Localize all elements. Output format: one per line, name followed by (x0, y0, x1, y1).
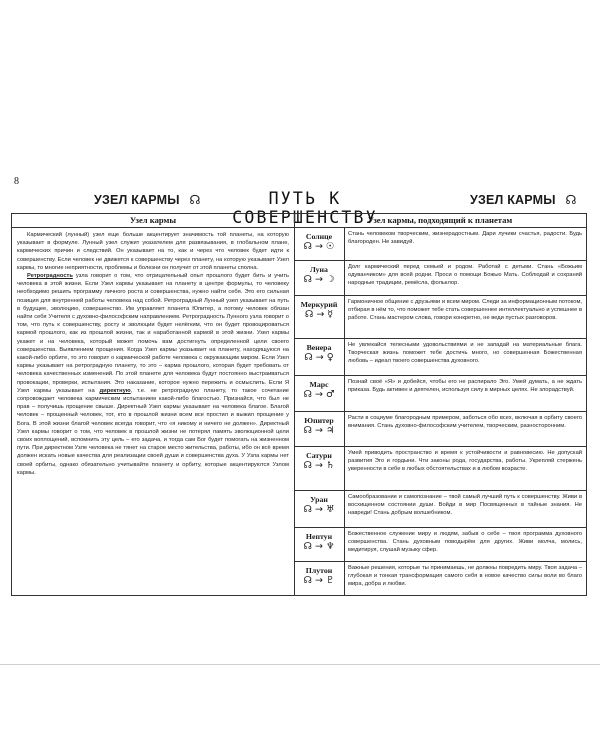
planet-name: Сатурн (306, 451, 332, 460)
planet-row-saturn (294, 447, 586, 491)
header-right-title: УЗЕЛ КАРМЫ (470, 193, 556, 207)
planet-description: Божественное служение миру и людям, забыв о себе – твоя программа духовного совершенства. Стань духовным поводырём для других. Живи молча, молись, медитируя, слушай музыку сфер. (348, 531, 582, 554)
neptune-icon: ☊ → ♆ (303, 541, 335, 552)
planet-name: Марс (309, 380, 329, 389)
planet-description: Важные решения, которые ты принимаешь, не должны повредить миру. Твоя задача – глубокая и тонкая трансформация самого себя в новое качество силы воли во благо мира, добра и любви. (348, 565, 582, 588)
planet-name: Юпитер (304, 416, 334, 425)
planet-row-moon (294, 261, 586, 296)
mercury-icon: ☊ → ☿ (304, 309, 334, 320)
planet-name: Луна (310, 265, 328, 274)
planet-name: Солнце (305, 232, 333, 241)
planet-row-mercury (294, 296, 586, 339)
planet-row-jupiter (294, 412, 586, 447)
header-title: ПУТЬ К СОВЕРШЕНСТВУ (232, 189, 378, 227)
page-number: 8 (14, 176, 19, 187)
header-left-title: УЗЕЛ КАРМЫ (94, 193, 180, 207)
term-retrograde: Ретроградность (27, 273, 73, 280)
header-left (94, 192, 201, 207)
planets-column (294, 214, 586, 595)
left-column-header: Узел кармы (12, 214, 294, 228)
planet-row-venus (294, 339, 586, 376)
term-direct: директную (99, 387, 131, 394)
mars-icon: ☊ → ♂ (303, 389, 335, 400)
planet-name: Нептун (305, 532, 333, 541)
planet-description: Умей приводить пространство и время к устойчивости и равновесию. Не допускай развития Эго и гордыни. Чти законы рода, государства, работы. Укрепляй стержень уверенности в себе в любых обстоятельствах и в любом возрасте. (348, 450, 582, 473)
venus-icon: ☊ → ♀ (304, 352, 334, 363)
planet-row-pluto (294, 562, 586, 595)
planet-row-mars (294, 376, 586, 412)
moon-icon: ☊ → ☽ (303, 274, 335, 285)
planet-name: Венера (306, 343, 332, 352)
node-icon: ☊ (565, 193, 577, 207)
planet-description: Самообразование и самопознание – твой самый лучший путь к совершенству. Живи в восхищенном состоянии души. Войди в мир Посвященных в тайные знания. Не навреди! Стань добрым волшебником. (348, 494, 582, 517)
planet-row-neptune (294, 528, 586, 562)
planet-row-uranus (294, 491, 586, 528)
planet-name: Меркурий (300, 300, 338, 309)
planet-name: Уран (310, 495, 328, 504)
header-right (470, 192, 577, 207)
karma-node-text (12, 228, 294, 477)
right-column-header: Узел кармы, подходящий к планетам (294, 214, 586, 228)
content-table (11, 213, 587, 596)
node-icon: ☊ (189, 193, 201, 207)
karma-node-column (12, 214, 295, 595)
paragraph: Ретроградность узла говорит о том, что отрицательный опыт прошлого будет бить и учить человека в этой жизни. Если Узел кармы указывает на планету в центре формулы, то человеку необходимо решить программу личного роста и совершенства, нужно найти себя. Это его сильная позиция для внутренней работы человека над собой. Ретроградный Лунный узел указывает на путь в будущее, эволюцию, совершенство. Им управляет планета Юпитер, а потому человек обязан найти себя Учителя с духовно-философским направлением. Ретроградность Лунного узла говорит о том, что путь к совершенству, росту и эволюции будет нелёгким, что он будет провоцироваться кармой прошлого, как из прошлой жизни, так и наработанной кармой в этой жизни. Узел кармы укажет и на человека, который может помочь вам достигнуть определенной цели своего совершенства. Выявлением прощения. Когда Узел кармы указывает на планету, находящуюся на какой-либо орбите, то это говорит о кармической работе человека с окружающим миром. Если Узел кармы указывает на ретроградную планету, то это – карма прошлого, которая будет требовать от человека качественных изменений. По этой планете для человека будут постоянно выстраиваться провокации, проверки, испытания. Это наказание, которое нужно пережить и осмыслить. Если Я Узел кармы указывает на директную, т.е. не ретроградную планету, то такое сочетание сопровождает человека кармическим испытанием какой-либо благостью. Признайся, что был не прав – получишь прощение свыше. Директный Узел кармы указывает на человека благое. Благой человек – прощенный человек, тот, кто в прошлой жизни всем все простил и выжил прощение у Бога. В этой жизни благой человек всегда говорит, что «я никому и ничего не должен». Директный Узел кармы говорит о том, что человек в прошлой жизни не потерял память эволюционной цели своих воплощений, вспомнить эту цель – его задача, и тогда сам Бог будет помогать на жизненном пути. При директном Узле человека не тянет на старое место жительства, работы, ибо он всё время должен искать новые качества для реализации своей души и совершенства духа. У Узла кармы нет своей орбиты, однако обязательно учитывайте планету и орбиту, которые акцентируются Узлом кармы. (17, 273, 289, 476)
pluto-icon: ☊ → ♇ (303, 575, 335, 586)
uranus-icon: ☊ → ♅ (303, 504, 335, 515)
page-divider (0, 664, 600, 665)
planet-row-sun (294, 228, 586, 261)
paragraph: Кармический (лунный) узел еще больше акцентирует значимость той планеты, на которую указывает в формуле. Лунный узел служит указателем для развязывания, в глобальном плане, кармических причин и следствий. Он указывает на то, как и через что человек будет идти к совершенству. Если человек не движется к совершенству через планету, на которую указывает Узел кармы, то многие неприятности, проблемы и болезни он получит от этой планеты сполна. (17, 232, 289, 271)
jupiter-icon: ☊ → ♃ (303, 425, 335, 436)
planet-description: Стань человеком творческим, жизнерадостным. Дари лучики счастья, радости. Будь благороден. Не завидуй. (348, 231, 582, 246)
sun-icon: ☊ → ☉ (303, 241, 335, 252)
planet-description: Гармоничное общение с друзьями и всем миром. Следи за информационным потоком, отбирая в нём то, что поможет тебе стать совершеннее интеллектуально и успешнее в работе. Стань мастером слова, говори конкретно, не веди пустых разговоров. (348, 299, 582, 322)
planet-name: Плутон (305, 566, 333, 575)
saturn-icon: ☊ → ♄ (303, 460, 335, 471)
planet-description: Долг кармический перед семьей и родом. Работай с детьми. Стань «Божьим одуванчиком» для всей родни. Проси о помощи Божью Мать. Соблюдай и сохраняй народные традиции, ремёсла, фольклор. (348, 264, 582, 287)
planet-description: Расти в социуме благородным примером, заботься обо всех, включая в орбиту своего внимания. Стань духовно-философским учителем, творческим, разносторонним. (348, 415, 582, 430)
planet-description: Познай своё «Я» и добейся, чтобы его не распирало Эго. Умей думать, а не ждать приказа. Будь активен и деятелен, используя силу в мирных целях. Не злорадствуй. (348, 379, 582, 394)
planet-description: Не увлекайся телесными удовольствиями и не западай на материальные блага. Творческая жизнь поможет тебе достичь много, но совершенная Божественная любовь – идеал твоего совершенства духовного. (348, 342, 582, 365)
